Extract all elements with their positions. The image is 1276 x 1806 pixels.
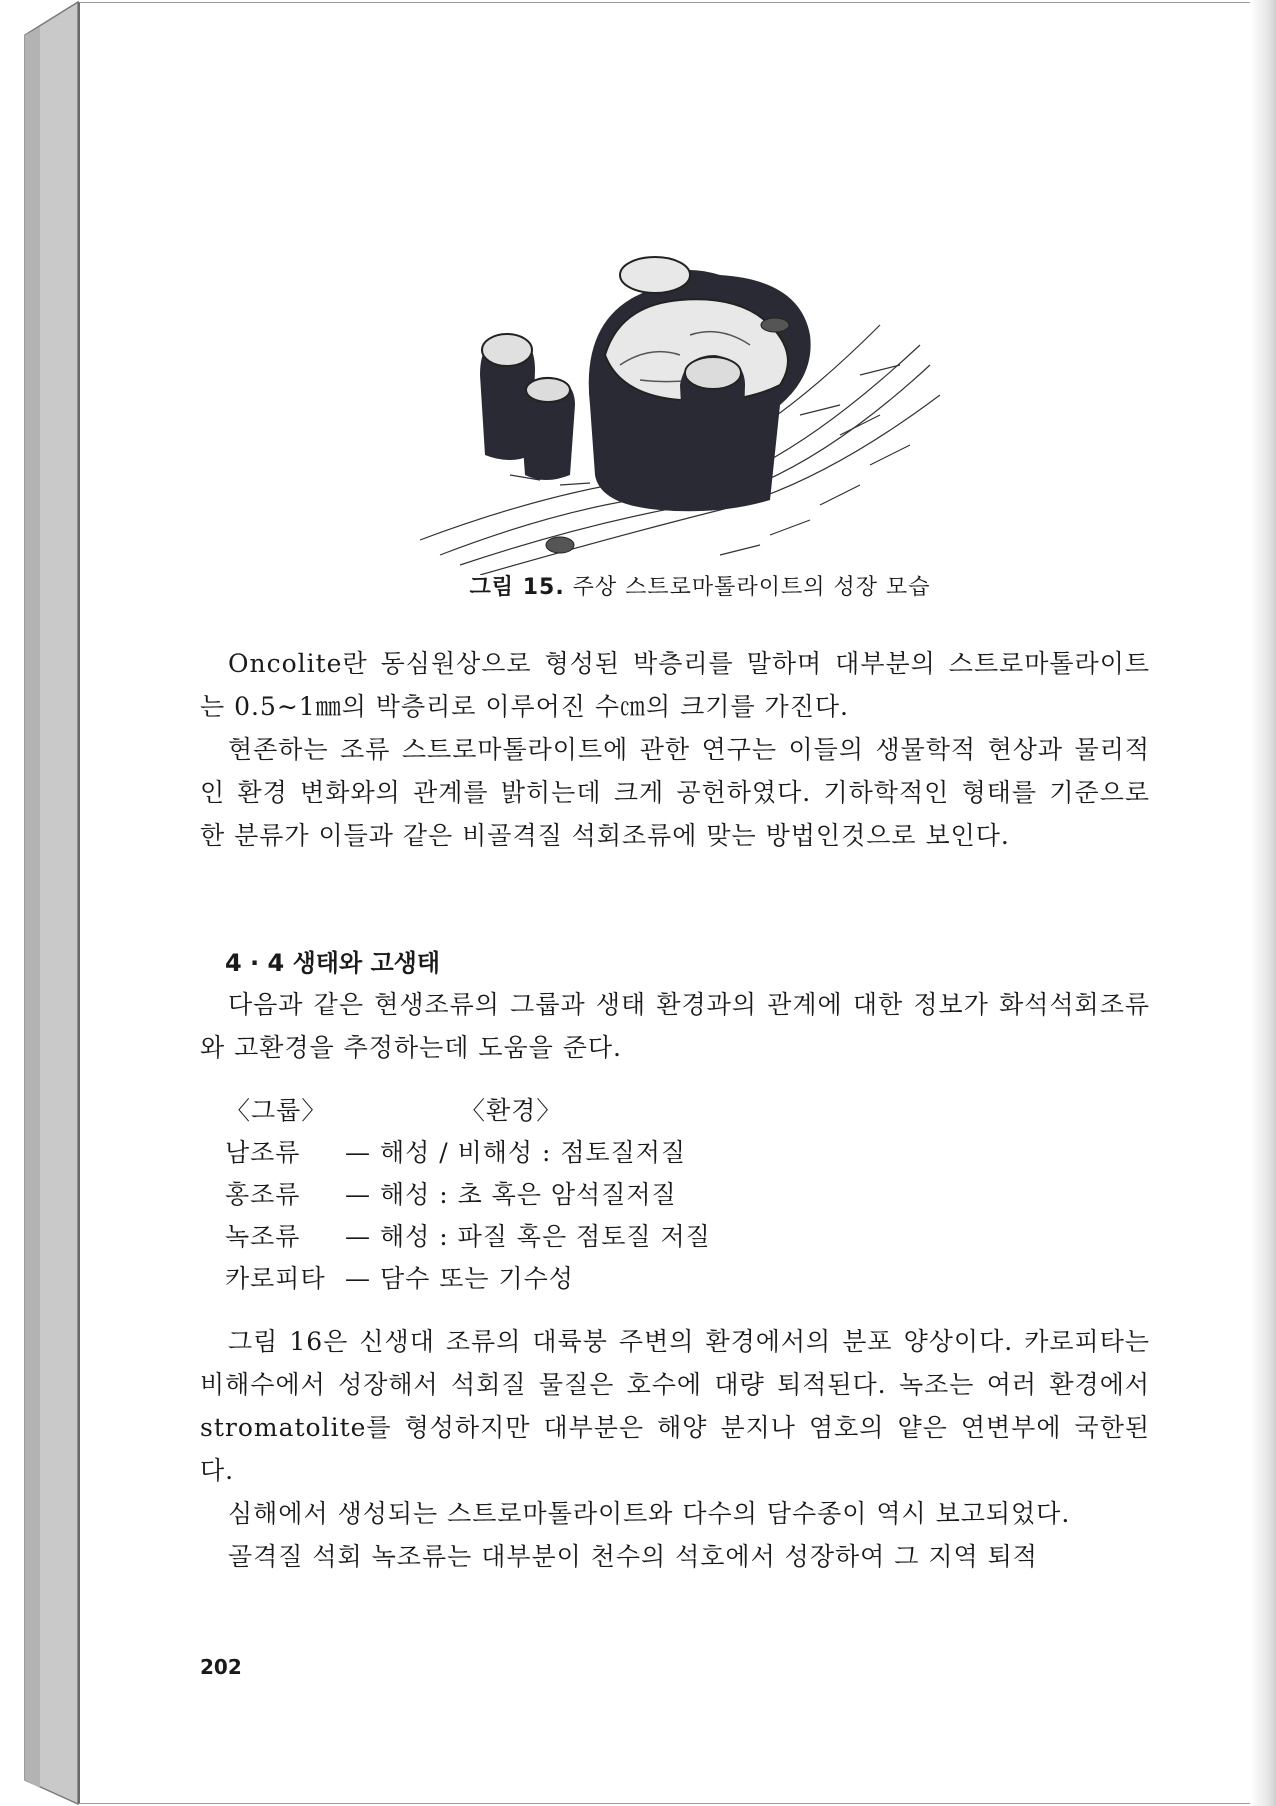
group-name: 홍조류 [225,1180,301,1209]
page-number: 202 [200,1655,242,1679]
group-environment: — 해성 / 비해성 : 점토질저질 [345,1138,687,1167]
group-header: 〈그룹〉 [225,1096,328,1125]
stromatolite-illustration [420,255,940,575]
group-row [225,1132,1025,1174]
group-environment: — 담수 또는 기수성 [345,1264,574,1293]
group-environment-list [225,1090,1025,1300]
group-name: 남조류 [225,1138,301,1167]
paragraph-skeletal: 골격질 석회 녹조류는 대부분이 천수의 석호에서 성장하여 그 지역 퇴적 [228,1542,1038,1571]
paragraph-oncolite: Oncolite란 동심원상으로 형성된 박층리를 말하며 대부분의 스트로마톨라이트는 0.5∼1㎜의 박층리로 이루어진 수㎝의 크기를 가진다. [200,649,1150,721]
group-list-header [225,1090,1025,1132]
figure-caption-label: 그림 15. [469,575,565,600]
paragraph-groups-intro: 다음과 같은 현생조류의 그룹과 생태 환경과의 관계에 대한 정보가 화석석회조류와 고환경을 추정하는데 도움을 준다. [200,990,1150,1062]
book-edge [0,0,80,1806]
paragraph-figure16: 그림 16은 신생대 조류의 대륙붕 주변의 환경에서의 분포 양상이다. 카로피타는 비해수에서 성장해서 석회질 물질은 호수에 대량 퇴적된다. 녹조는 여러 환경에서 stromatolite를 형성하지만 대부분은 해양 분지나 염호의 얕은 연변부에 국한된다. [200,1327,1150,1485]
group-name: 녹조류 [225,1222,301,1251]
group-name: 카로피타 [225,1264,326,1293]
paragraph-research: 현존하는 조류 스트로마톨라이트에 관한 연구는 이들의 생물학적 현상과 물리적인 환경 변화와의 관계를 밝히는데 크게 공헌하였다. 기하학적인 형태를 기준으로 한 분류가 이들과 같은 비골격질 석회조류에 맞는 방법인것으로 보인다. [200,735,1150,850]
section-heading: 4 · 4 생태와 고생태 [225,949,441,977]
group-environment: — 해성 : 초 혹은 암석질저질 [345,1180,677,1209]
paragraph-deep-sea: 심해에서 생성되는 스트로마톨라이트와 다수의 담수종이 역시 보고되었다. [228,1499,1071,1528]
group-environment: — 해성 : 파질 혹은 점토질 저질 [345,1222,711,1251]
figure-caption [200,570,1200,601]
figure-caption-text: 주상 스트로마톨라이트의 성장 모습 [564,575,931,600]
group-row [225,1174,1025,1216]
environment-header: 〈환경〉 [460,1096,563,1125]
group-row [225,1216,1025,1258]
group-row [225,1258,1025,1300]
page-edge-shadow [1250,0,1276,1806]
